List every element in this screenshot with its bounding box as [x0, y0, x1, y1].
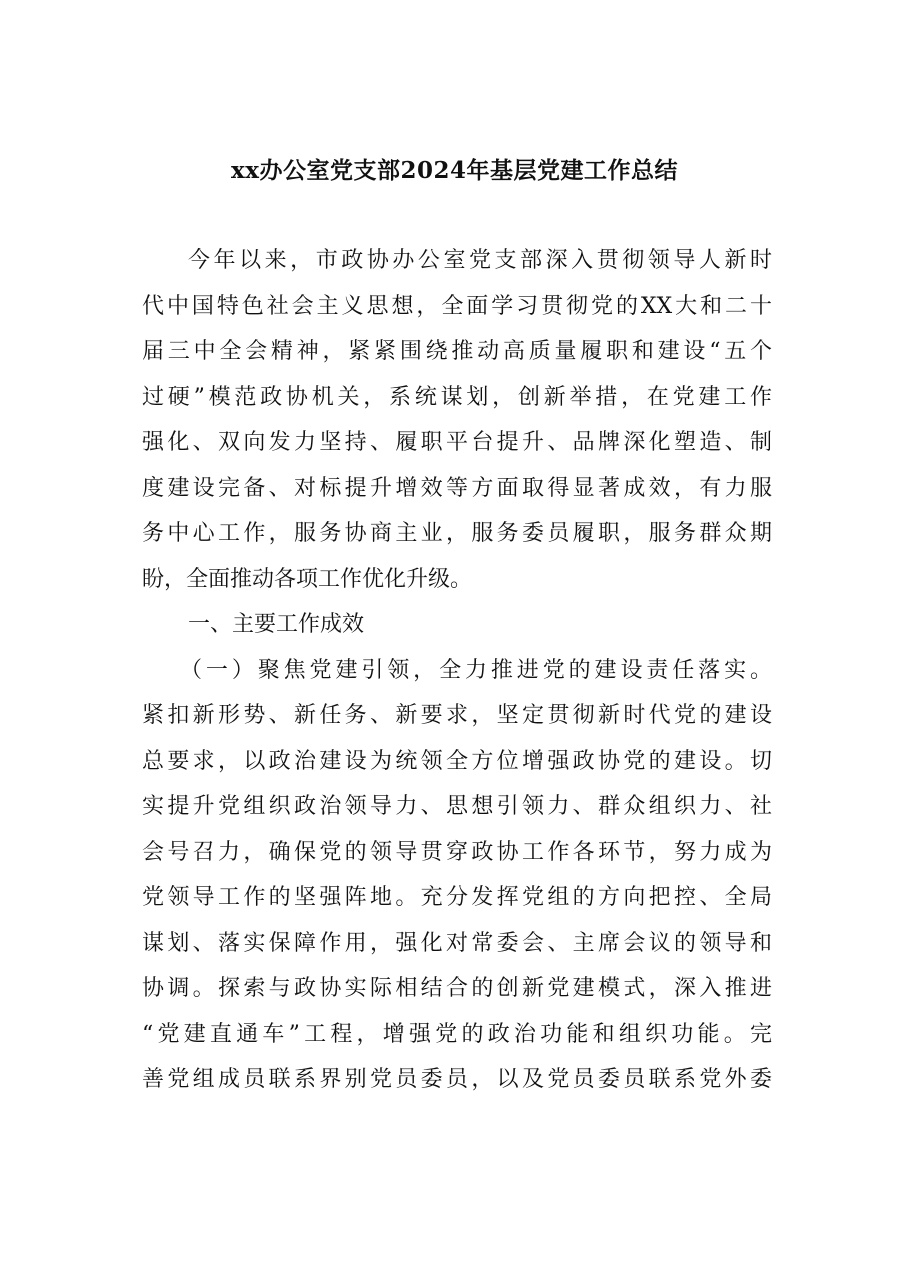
paragraph-line: 届三中全会精神，紧紧围绕推动高质量履职和建设“五个 — [142, 339, 772, 364]
paragraph-line: 总要求，以政治建设为统领全方位增强政协党的建设。切 — [142, 748, 772, 774]
paragraph-line: 强化、双向发力坚持、履职平台提升、品牌深化塑造、制 — [142, 430, 772, 455]
paragraph-line: “党建直通车”工程，增强党的政治功能和组织功能。完 — [142, 1021, 772, 1047]
paragraph-line: 务中心工作，服务协商主业，服务委员履职，服务群众期 — [142, 521, 772, 546]
paragraph-line: 协调。探索与政协实际相结合的创新党建模式，深入推进 — [142, 976, 772, 1001]
paragraph-line: 过硬”模范政协机关，系统谋划，创新举措，在党建工作 — [142, 384, 772, 410]
document-body — [142, 238, 772, 1103]
paragraph-line: 会号召力，确保党的领导贯穿政协工作各环节，努力成为 — [142, 839, 772, 865]
paragraph-line: 紧扣新形势、新任务、新要求，坚定贯彻新时代党的建设 — [142, 703, 772, 728]
paragraph-line: 善党组成员联系界别党员委员，以及党员委员联系党外委 — [142, 1067, 772, 1092]
paragraph-line: 度建设完备、对标提升增效等方面取得显著成效，有力服 — [142, 475, 772, 501]
paragraph-line: 谋划、落实保障作用，强化对常委会、主席会议的领导和 — [142, 930, 772, 956]
section-heading: 一、主要工作成效 — [188, 612, 365, 637]
document-title: xx办公室党支部2024年基层党建工作总结 — [231, 157, 678, 184]
paragraph-line: 代中国特色社会主义思想，全面学习贯彻党的XX大和二十 — [142, 293, 772, 319]
paragraph-line: 实提升党组织政治领导力、思想引领力、群众组织力、社 — [142, 794, 772, 819]
paragraph-line: 盼，全面推动各项工作优化升级。 — [142, 566, 473, 592]
subsection-heading: （一）聚焦党建引领，全力推进党的建设责任落实。 — [180, 657, 772, 683]
paragraph-line: 党领导工作的坚强阵地。充分发挥党组的方向把控、全局 — [142, 885, 772, 910]
paragraph-line: 今年以来，市政协办公室党支部深入贯彻领导人新时 — [188, 248, 772, 273]
